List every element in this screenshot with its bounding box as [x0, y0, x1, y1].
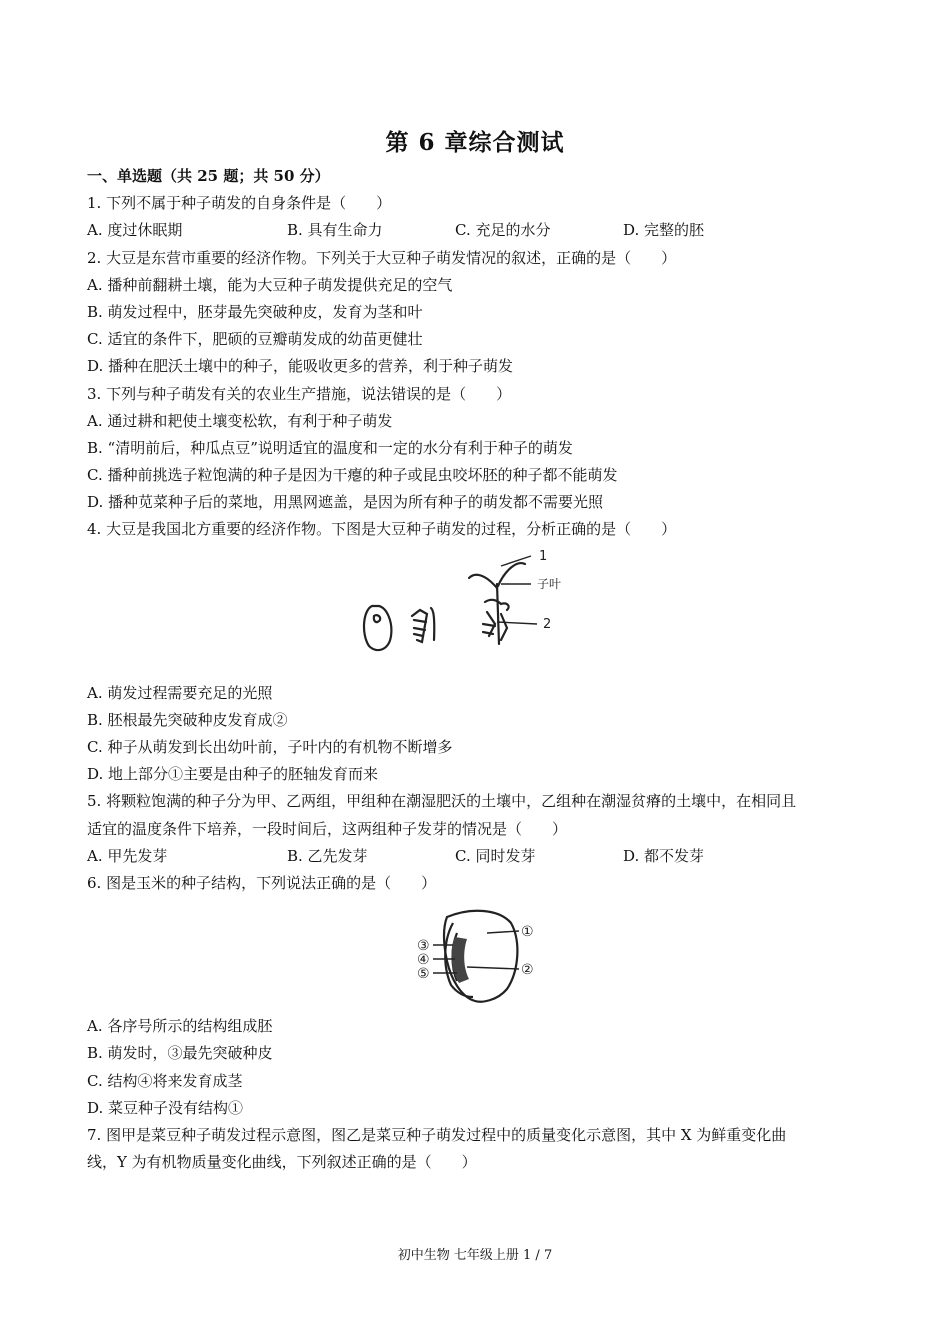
question-6-option-a: A. 各序号所示的结构组成胚 — [87, 1017, 273, 1036]
seed-shape — [364, 606, 391, 650]
question-7-stem-line-1: 7. 图甲是菜豆种子萌发过程示意图，图乙是菜豆种子萌发过程中的质量变化示意图，其中 X 为鲜重变化曲 — [87, 1125, 787, 1144]
corn-seed-drawing — [87, 897, 867, 1013]
question-1-option-c: C. 充足的水分 — [455, 221, 551, 240]
section-heading: 一、单选题（共 25 题；共 50 分） — [87, 167, 330, 185]
question-4-option-b: B. 胚根最先突破种皮发育成② — [87, 710, 288, 729]
question-1-stem: 1. 下列不属于种子萌发的自身条件是（ ） — [87, 194, 392, 213]
question-3-option-a: A. 通过耕和耙使土壤变松软，有利于种子萌发 — [87, 411, 393, 430]
seed-hilum — [374, 615, 380, 622]
figure-label-cotyledon: 子叶 — [537, 576, 562, 591]
question-6-option-d: D. 菜豆种子没有结构① — [87, 1098, 244, 1117]
figure-label-4: ④ — [417, 952, 430, 969]
question-5-options — [87, 843, 867, 870]
question-4-option-d: D. 地上部分①主要是由种子的胚轴发育而来 — [87, 765, 379, 784]
label-line-2 — [467, 967, 519, 969]
question-2-stem: 2. 大豆是东营市重要的经济作物。下列关于大豆种子萌发情况的叙述，正确的是（ ） — [87, 248, 677, 267]
figure-label-1: 1 — [539, 548, 548, 564]
question-4-option-c: C. 种子从萌发到长出幼叶前，子叶内的有机物不断增多 — [87, 738, 453, 756]
seedling-right-leaf — [498, 563, 525, 586]
question-3-option-b: B. “清明前后，种瓜点豆”说明适宜的温度和一定的水分有利于种子的萌发 — [87, 438, 573, 457]
question-2-option-c: C. 适宜的条件下，肥硕的豆瓣萌发成的幼苗更健壮 — [87, 330, 423, 349]
question-3-stem: 3. 下列与种子萌发有关的农业生产措施，说法错误的是（ ） — [87, 384, 512, 403]
question-3-option-d: D. 播种苋菜种子后的菜地，用黑网遮盖，是因为所有种子的萌发都不需要光照 — [87, 493, 604, 512]
early-seedling-root — [431, 608, 434, 640]
figure-label-2: 2 — [543, 616, 552, 632]
question-list — [87, 163, 867, 1176]
page-footer: 初中生物 七年级上册 1 / 7 — [397, 1248, 553, 1263]
question-5-option-b: B. 乙先发芽 — [287, 846, 368, 865]
question-6-option-c: C. 结构④将来发育成茎 — [87, 1071, 243, 1090]
question-5-stem-line-2: 适宜的温度条件下培养，一段时间后，这两组种子发芽的情况是（ ） — [87, 819, 568, 838]
question-1-options — [87, 217, 867, 244]
figure-label-3: ③ — [417, 938, 430, 955]
question-5-option-c: C. 同时发芽 — [455, 846, 536, 865]
question-2-option-b: B. 萌发过程中，胚芽最先突破种皮，发育为茎和叶 — [87, 302, 423, 321]
label-line-2 — [497, 622, 537, 624]
seedling-stem — [497, 584, 499, 644]
question-5-stem-line-1: 5. 将颗粒饱满的种子分为甲、乙两组，甲组种在潮湿肥沃的土壤中，乙组种在潮湿贫瘠的土壤中，在相同且 — [87, 792, 797, 811]
early-seedling — [412, 610, 427, 642]
question-2-option-d: D. 播种在肥沃土壤中的种子，能吸收更多的营养，利于种子萌发 — [87, 357, 514, 376]
soybean-germination-figure — [87, 544, 867, 680]
question-4-stem: 4. 大豆是我国北方重要的经济作物。下图是大豆种子萌发的过程，分析正确的是（ ） — [87, 520, 677, 539]
question-4-option-a: A. 萌发过程需要充足的光照 — [87, 683, 273, 702]
question-5-option-d: D. 都不发芽 — [623, 846, 705, 865]
question-1-option-d: D. 完整的胚 — [623, 221, 705, 240]
question-7-stem-line-2: 线，Y 为有机物质量变化曲线，下列叙述正确的是（ ） — [87, 1153, 477, 1172]
question-6-stem: 6. 图是玉米的种子结构，下列说法正确的是（ ） — [87, 873, 437, 892]
figure-label-1: ① — [521, 924, 534, 941]
question-1-option-b: B. 具有生命力 — [287, 221, 383, 240]
figure-label-5: ⑤ — [417, 966, 430, 983]
figure-label-2: ② — [521, 962, 534, 979]
question-6-option-b: B. 萌发时，③最先突破种皮 — [87, 1044, 273, 1063]
question-2-option-a: A. 播种前翻耕土壤，能为大豆种子萌发提供充足的空气 — [87, 275, 453, 294]
soybean-germination-drawing — [87, 544, 867, 680]
seedling-left-leaf — [469, 574, 497, 587]
question-1-option-a: A. 度过休眠期 — [87, 221, 183, 240]
question-3-option-c: C. 播种前挑选子粒饱满的种子是因为干瘪的种子或昆虫咬坏胚的种子都不能萌发 — [87, 466, 618, 485]
page-title: 第 6 章综合测试 — [385, 129, 565, 156]
corn-seed-figure — [87, 897, 867, 1013]
question-5-option-a: A. 甲先发芽 — [87, 846, 168, 865]
